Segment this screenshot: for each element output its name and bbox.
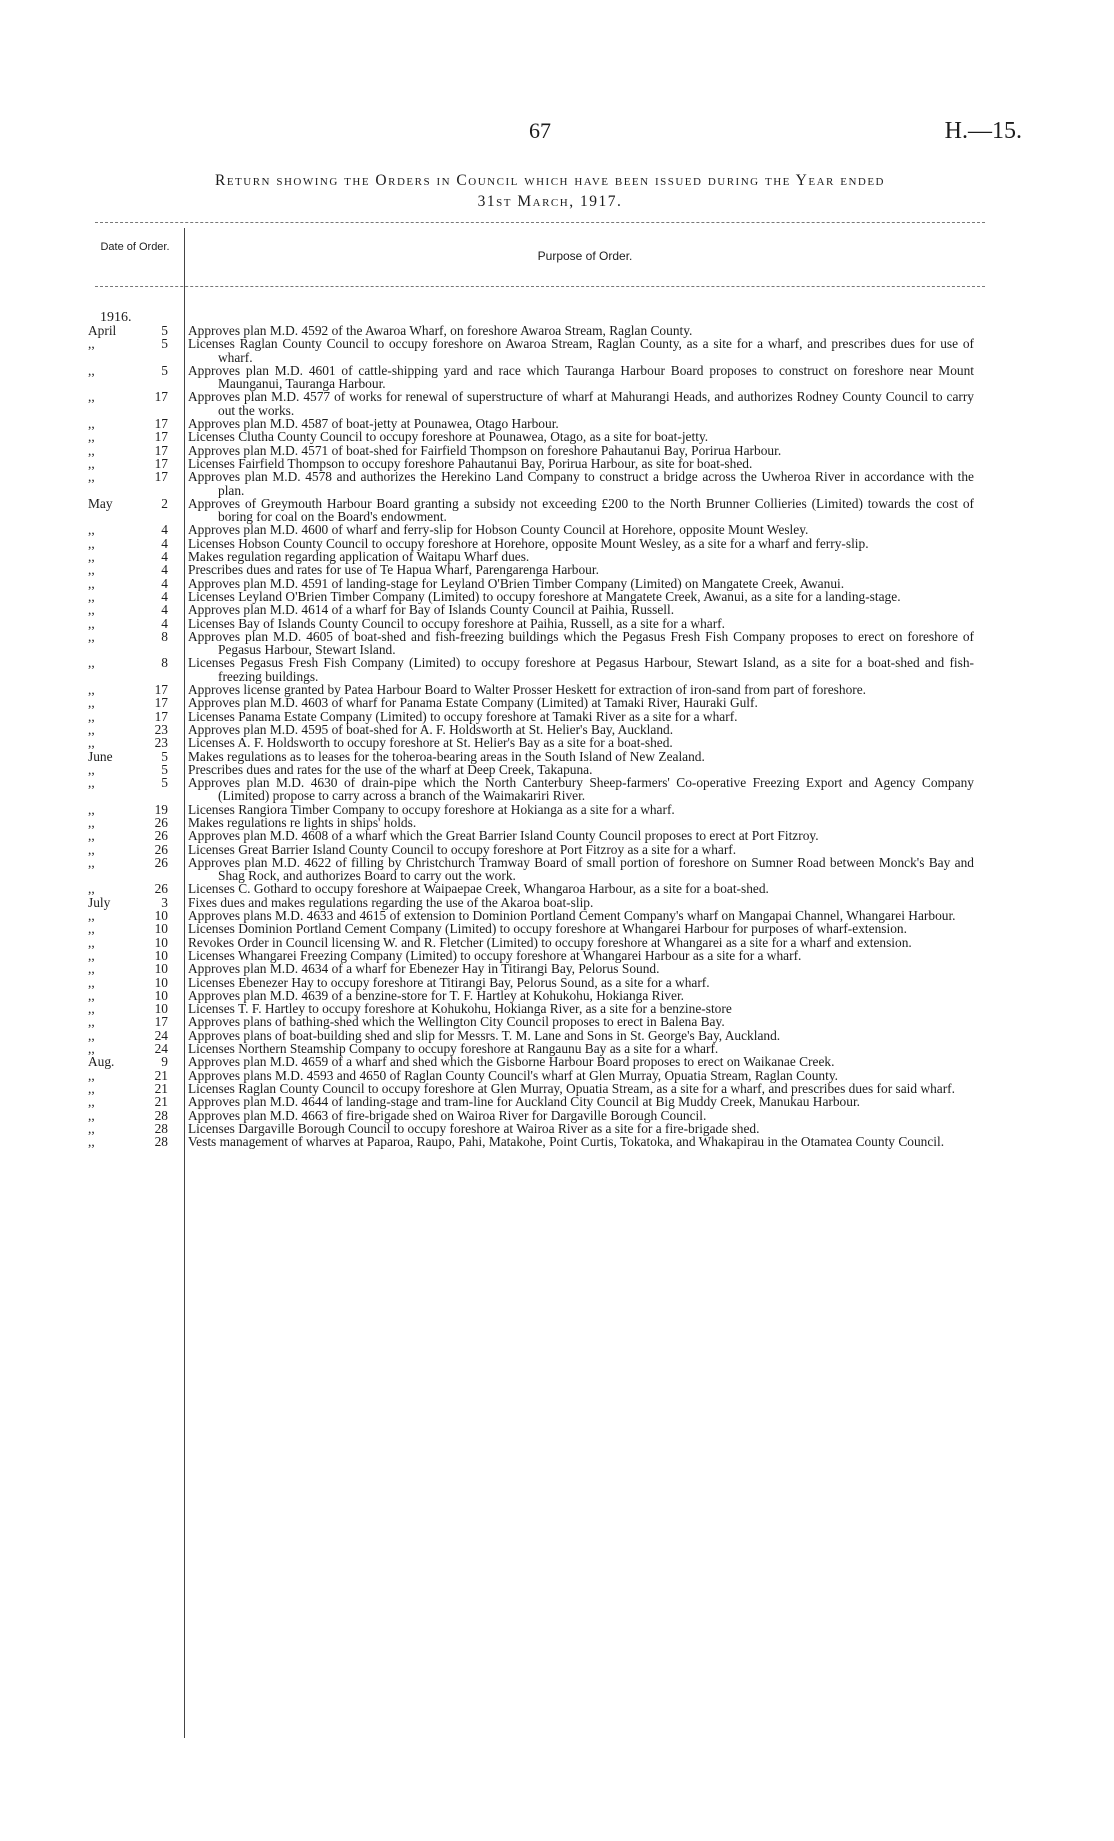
- order-day: 4: [161, 535, 168, 551]
- order-day: 10: [154, 947, 168, 963]
- table-row: [0, 1109, 1114, 1122]
- table-row: [0, 444, 1114, 457]
- order-day: 26: [154, 881, 168, 897]
- table-row: [0, 457, 1114, 470]
- order-month: ,,: [88, 602, 95, 618]
- table-row: [0, 816, 1114, 829]
- order-purpose: [174, 856, 974, 883]
- order-month: ,,: [88, 854, 95, 870]
- order-purpose: [174, 1122, 974, 1135]
- order-purpose: [174, 617, 974, 630]
- order-purpose-text: Approves plans of boat-building shed and slip for Messrs. T. M. Lane and Sons in St. George's Bay, Auckland.: [188, 1027, 781, 1043]
- order-purpose: [174, 803, 974, 816]
- order-purpose: [174, 523, 974, 536]
- table-row: [0, 324, 1114, 337]
- order-purpose: [174, 976, 974, 989]
- order-day: 5: [161, 362, 168, 378]
- order-purpose-text: Licenses Pegasus Fresh Fish Company (Limited) to occupy foreshore at Pegasus Harbour, Stewart Island, as a site for a boat-shed and fish-freezing buildings.: [188, 655, 974, 684]
- order-purpose-text: Approves plan M.D. 4630 of drain-pipe which the North Canterbury Sheep-farmers' Co-operative Freezing Export and Agency Company (Limited) propose to carry across a branch of the Waimakariri River.: [188, 775, 974, 804]
- column-header-purpose: Purpose of Order.: [537, 249, 633, 263]
- table-row: [0, 1042, 1114, 1055]
- order-purpose-text: Licenses Dargaville Borough Council to occupy foreshore at Wairoa River as a site for a fire-brigade shed.: [188, 1120, 760, 1136]
- order-purpose: [174, 337, 974, 364]
- order-purpose: [174, 417, 974, 430]
- order-purpose: [174, 723, 974, 736]
- order-purpose-text: Licenses Rangiora Timber Company to occupy foreshore at Hokianga as a site for a wharf.: [188, 801, 675, 817]
- order-month: Aug.: [88, 1054, 115, 1070]
- order-month: ,,: [88, 908, 95, 924]
- order-purpose: [174, 1042, 974, 1055]
- order-day: 8: [161, 655, 168, 671]
- table-row: [0, 617, 1114, 630]
- table-row: [0, 430, 1114, 443]
- order-month: ,,: [88, 801, 95, 817]
- order-day: 4: [161, 602, 168, 618]
- order-purpose-text: Licenses A. F. Holdsworth to occupy foreshore at St. Helier's Bay as a site for a boat-shed.: [188, 735, 673, 751]
- order-purpose-text: Approves plan M.D. 4600 of wharf and ferry-slip for Hobson County Council at Horehore, opposite Mount Wesley.: [188, 522, 809, 538]
- order-day: 28: [154, 1134, 168, 1150]
- order-day: 17: [154, 682, 168, 698]
- order-month: ,,: [88, 987, 95, 1003]
- order-day: 3: [161, 894, 168, 910]
- title-line-1: Return showing the Orders in Council which have been issued during the Year ended: [214, 172, 885, 189]
- order-purpose: [174, 390, 974, 417]
- order-month: ,,: [88, 389, 95, 405]
- order-day: 10: [154, 934, 168, 950]
- order-purpose: [174, 882, 974, 895]
- table-row: [0, 856, 1114, 883]
- order-day: 4: [161, 549, 168, 565]
- table-row: [0, 696, 1114, 709]
- table-row: [0, 803, 1114, 816]
- order-month: ,,: [88, 655, 95, 671]
- order-purpose-text: Approves plan M.D. 4622 of filling by Christchurch Tramway Board of small portion of foreshore on Sumner Road between Monck's Bay and Shag Rock, and authorizes Board to carry out the work.: [188, 854, 974, 884]
- order-month: ,,: [88, 588, 95, 604]
- order-purpose-text: Approves plan M.D. 4644 of landing-stage and tram-line for Auckland City Council at Big Muddy Creek, Manukau Harbour.: [188, 1094, 861, 1110]
- order-purpose-text: Approves plan M.D. 4663 of fire-brigade shed on Wairoa River for Dargaville Borough Council.: [188, 1107, 707, 1123]
- order-purpose: [174, 962, 974, 975]
- order-month: ,,: [88, 1094, 95, 1110]
- order-purpose-text: Approves plan M.D. 4603 of wharf for Panama Estate Company (Limited) at Tamaki River, Hauraki Gulf.: [188, 695, 758, 711]
- table-row: [0, 750, 1114, 763]
- order-month: ,,: [88, 535, 95, 551]
- order-purpose: [174, 563, 974, 576]
- table-row: [0, 962, 1114, 975]
- order-purpose: [174, 430, 974, 443]
- order-month: ,,: [88, 974, 95, 990]
- order-month: ,,: [88, 695, 95, 711]
- title-line-2: 31st March, 1917.: [477, 193, 623, 210]
- table-row: [0, 590, 1114, 603]
- order-purpose-text: Licenses Leyland O'Brien Timber Company (Limited) to occupy foreshore at Mangatete Creek, Awanui, as a site for a landing-stage.: [188, 588, 901, 604]
- order-purpose: [174, 989, 974, 1002]
- order-day: 26: [154, 814, 168, 830]
- table-row: [0, 1069, 1114, 1082]
- order-purpose: [174, 736, 974, 749]
- order-day: 5: [161, 336, 168, 352]
- order-purpose: [174, 896, 974, 909]
- order-month: ,,: [88, 841, 95, 857]
- table-row: [0, 896, 1114, 909]
- order-month: April: [88, 323, 117, 338]
- table-row: [0, 537, 1114, 550]
- order-purpose-text: Approves plan M.D. 4571 of boat-shed for Fairfield Thompson on foreshore Pahautanui Bay, Porirua Harbour.: [188, 442, 782, 458]
- order-purpose: [174, 816, 974, 829]
- order-purpose-text: Prescribes dues and rates for use of Te Hapua Wharf, Parengarenga Harbour.: [188, 562, 599, 578]
- order-day: 10: [154, 974, 168, 990]
- order-month: ,,: [88, 362, 95, 378]
- order-day: 4: [161, 588, 168, 604]
- order-purpose: [174, 829, 974, 842]
- order-purpose-text: Approves plans of bathing-shed which the Wellington City Council proposes to erect in Balena Bay.: [188, 1014, 725, 1030]
- table-row: [0, 337, 1114, 364]
- order-month: ,,: [88, 881, 95, 897]
- order-purpose-text: Approves plan M.D. 4605 of boat-shed and fish-freezing buildings which the Pegasus Fresh Fish Company proposes to erect on foreshore of Pegasus Harbour, Stewart Island.: [188, 628, 974, 658]
- order-month: ,,: [88, 775, 95, 791]
- order-day: 21: [154, 1094, 168, 1110]
- order-day: 28: [154, 1120, 168, 1136]
- order-purpose-text: Licenses C. Gothard to occupy foreshore at Waipaepae Creek, Whangaroa Harbour, as a site for a boat-shed.: [188, 881, 769, 897]
- order-month: June: [88, 748, 113, 764]
- order-purpose-text: Approves plan M.D. 4639 of a benzine-store for T. F. Hartley at Kohukohu, Hokianga River.: [188, 987, 685, 1003]
- order-purpose-text: Licenses Dominion Portland Cement Company (Limited) to occupy foreshore at Whangarei Harbour for purposes of wharf-extension.: [188, 921, 907, 937]
- order-purpose-text: Vests management of wharves at Paparoa, Raupo, Pahi, Matakohe, Point Curtis, Tokatoka, and Whakapirau in the Otamatea County Council.: [188, 1134, 945, 1150]
- order-purpose: [174, 537, 974, 550]
- order-purpose-text: Licenses Raglan County Council to occupy foreshore on Awaroa Stream, Raglan County, as a site for a wharf, and prescribes dues for use of wharf.: [188, 336, 974, 365]
- order-purpose: [174, 1095, 974, 1108]
- order-month: ,,: [88, 429, 95, 445]
- table-row: [0, 577, 1114, 590]
- order-purpose: [174, 630, 974, 657]
- order-day: 10: [154, 1001, 168, 1017]
- order-day: 26: [154, 841, 168, 857]
- order-purpose-text: Licenses Northern Steamship Company to occupy foreshore at Rangaunu Bay as a site for a wharf.: [188, 1041, 719, 1057]
- order-day: 17: [154, 416, 168, 432]
- order-purpose: [174, 1069, 974, 1082]
- order-month: July: [88, 894, 111, 910]
- order-purpose: [174, 656, 974, 683]
- order-purpose: [174, 936, 974, 949]
- order-day: 19: [154, 801, 168, 817]
- year-label: 1916.: [100, 310, 132, 325]
- order-month: ,,: [88, 455, 95, 471]
- order-month: ,,: [88, 549, 95, 565]
- order-purpose-text: Licenses Raglan County Council to occupy foreshore at Glen Murray, Opuatia Stream, as a site for a wharf, and prescribes dues for said wharf.: [188, 1080, 955, 1096]
- order-day: 26: [154, 854, 168, 870]
- order-purpose: [174, 324, 974, 337]
- table-row: [0, 922, 1114, 935]
- order-purpose-text: Approves plan M.D. 4595 of boat-shed for A. F. Holdsworth at St. Helier's Bay, Auckland.: [188, 721, 674, 737]
- order-purpose-text: Approves plan M.D. 4659 of a wharf and shed which the Gisborne Harbour Board proposes to erect on Waikanae Creek.: [188, 1054, 835, 1070]
- table-row: [0, 1135, 1114, 1148]
- order-purpose: [174, 550, 974, 563]
- order-month: ,,: [88, 575, 95, 591]
- order-day: 4: [161, 522, 168, 538]
- order-day: 23: [154, 721, 168, 737]
- table-row: [0, 989, 1114, 1002]
- order-purpose: [174, 1135, 974, 1148]
- order-day: 17: [154, 1014, 168, 1030]
- order-day: 10: [154, 908, 168, 924]
- order-day: 26: [154, 828, 168, 844]
- order-month: ,,: [88, 1014, 95, 1030]
- order-day: 17: [154, 708, 168, 724]
- table-row: [0, 497, 1114, 524]
- order-purpose: [174, 603, 974, 616]
- order-day: 24: [154, 1041, 168, 1057]
- order-purpose-text: Approves plan M.D. 4587 of boat-jetty at Pounawea, Otago Harbour.: [188, 416, 559, 432]
- order-day: 4: [161, 575, 168, 591]
- order-purpose-text: Approves plan M.D. 4592 of the Awaroa Wharf, on foreshore Awaroa Stream, Raglan County.: [188, 323, 693, 338]
- order-purpose-text: Approves license granted by Patea Harbour Board to Walter Prosser Heskett for extraction of iron-sand from part of foreshore.: [188, 682, 867, 698]
- order-day: 8: [161, 628, 168, 644]
- table-row: [0, 364, 1114, 391]
- order-month: ,,: [88, 814, 95, 830]
- order-purpose: [174, 922, 974, 935]
- order-month: ,,: [88, 761, 95, 777]
- order-day: 5: [161, 761, 168, 777]
- order-purpose: [174, 457, 974, 470]
- table-row: [0, 976, 1114, 989]
- order-month: ,,: [88, 522, 95, 538]
- order-day: 9: [161, 1054, 168, 1070]
- order-day: 28: [154, 1107, 168, 1123]
- column-header-date: Date of Order.: [100, 241, 170, 253]
- order-month: ,,: [88, 708, 95, 724]
- order-purpose-text: Approves plan M.D. 4577 of works for renewal of superstructure of wharf at Mahurangi Heads, and authorizes Rodney County Council to carry out the works.: [188, 389, 974, 418]
- order-day: 10: [154, 987, 168, 1003]
- table-row: [0, 710, 1114, 723]
- table-row: [0, 603, 1114, 616]
- table-row: [0, 936, 1114, 949]
- order-purpose: [174, 1055, 974, 1068]
- order-day: 2: [161, 495, 168, 511]
- order-purpose-text: Licenses Ebenezer Hay to occupy foreshore at Titirangi Bay, Pelorus Sound, as a site for a wharf.: [188, 974, 710, 990]
- order-month: ,,: [88, 1041, 95, 1057]
- order-purpose: [174, 444, 974, 457]
- table-row: [0, 1122, 1114, 1135]
- table-row: [0, 683, 1114, 696]
- order-month: ,,: [88, 416, 95, 432]
- order-day: 17: [154, 469, 168, 485]
- table-row: [0, 390, 1114, 417]
- order-purpose: [174, 1029, 974, 1042]
- order-day: 24: [154, 1027, 168, 1043]
- table-row: [0, 736, 1114, 749]
- order-day: 17: [154, 455, 168, 471]
- order-day: 5: [161, 323, 168, 338]
- order-purpose-text: Approves plan M.D. 4608 of a wharf which the Great Barrier Island County Council proposes to erect at Port Fitzroy.: [188, 828, 819, 844]
- order-purpose: [174, 696, 974, 709]
- order-purpose-text: Approves plan M.D. 4578 and authorizes the Herekino Land Company to construct a bridge across the Uwheroa River in accordance with the plan.: [188, 469, 974, 498]
- table-row: [0, 1029, 1114, 1042]
- order-month: ,,: [88, 1120, 95, 1136]
- document-title: [70, 170, 1030, 212]
- table-top-rule: [95, 222, 985, 223]
- order-month: ,,: [88, 1027, 95, 1043]
- document-reference: H.—15.: [944, 118, 1022, 144]
- order-purpose-text: Approves plan M.D. 4634 of a wharf for Ebenezer Hay in Titirangi Bay, Pelorus Sound.: [188, 961, 660, 977]
- order-month: May: [88, 495, 113, 511]
- table-row: [0, 563, 1114, 576]
- order-month: ,,: [88, 1067, 95, 1083]
- order-purpose-text: Makes regulation regarding application of Waitapu Wharf dues.: [188, 549, 530, 565]
- order-day: 4: [161, 615, 168, 631]
- order-purpose-text: Revokes Order in Council licensing W. and R. Fletcher (Limited) to occupy foreshore at Whangarei as a site for a wharf and extension.: [188, 934, 912, 950]
- order-purpose-text: Licenses Clutha County Council to occupy foreshore at Pounawea, Otago, as a site for boat-jetty.: [188, 429, 709, 445]
- order-purpose: [174, 710, 974, 723]
- order-purpose-text: Licenses Hobson County Council to occupy foreshore at Horehore, opposite Mount Wesley, as a site for a wharf and ferry-slip.: [188, 535, 869, 551]
- order-purpose: [174, 364, 974, 391]
- order-purpose-text: Approves of Greymouth Harbour Board granting a subsidy not exceeding £200 to the North Brunner Collieries (Limited) towards the cost of boring for coal on the Board's endowment.: [188, 495, 974, 525]
- order-purpose-text: Approves plan M.D. 4591 of landing-stage for Leyland O'Brien Timber Company (Limited) on Mangatete Creek, Awanui.: [188, 575, 845, 591]
- table-row: [0, 949, 1114, 962]
- order-purpose: [174, 843, 974, 856]
- order-month: ,,: [88, 628, 95, 644]
- table-row: [0, 723, 1114, 736]
- order-purpose-text: Makes regulations as to leases for the toheroa-bearing areas in the South Island of New Zealand.: [188, 748, 705, 764]
- table-row: [0, 1082, 1114, 1095]
- table-row: [0, 1095, 1114, 1108]
- order-purpose: [174, 577, 974, 590]
- order-day: 17: [154, 442, 168, 458]
- order-purpose-text: Fixes dues and makes regulations regarding the use of the Akaroa boat-slip.: [188, 894, 594, 910]
- order-purpose: [174, 1109, 974, 1122]
- order-purpose: [174, 1015, 974, 1028]
- order-purpose-text: Licenses Fairfield Thompson to occupy foreshore Pahautanui Bay, Porirua Harbour, as site for boat-shed.: [188, 455, 753, 471]
- order-purpose: [174, 497, 974, 524]
- table-row: [0, 882, 1114, 895]
- table-row: [0, 550, 1114, 563]
- order-month: ,,: [88, 1080, 95, 1096]
- order-purpose-text: Approves plan M.D. 4614 of a wharf for Bay of Islands County Council at Paihia, Russell.: [188, 602, 675, 618]
- order-month: ,,: [88, 735, 95, 751]
- order-purpose-text: Approves plans M.D. 4633 and 4615 of extension to Dominion Portland Cement Company's wharf on Mangapai Channel, Whangarei Harbour.: [188, 908, 956, 924]
- order-purpose: [174, 750, 974, 763]
- order-month: ,,: [88, 921, 95, 937]
- table-row: [0, 829, 1114, 842]
- order-purpose-text: Licenses Great Barrier Island County Council to occupy foreshore at Port Fitzroy as a site for a wharf.: [188, 841, 737, 857]
- order-day: 17: [154, 695, 168, 711]
- table-row: [0, 417, 1114, 430]
- order-purpose-text: Approves plan M.D. 4601 of cattle-shipping yard and race which Tauranga Harbour Board proposes to construct on foreshore near Mount Maunganui, Tauranga Harbour.: [188, 362, 974, 392]
- table-row: [0, 470, 1114, 497]
- table-row: [0, 763, 1114, 776]
- order-month: ,,: [88, 934, 95, 950]
- table-row: [0, 776, 1114, 803]
- order-purpose-text: Licenses T. F. Hartley to occupy foreshore at Kohukohu, Hokianga River, as a site for a benzine-store: [188, 1001, 732, 1017]
- order-day: 21: [154, 1067, 168, 1083]
- table-row: [0, 843, 1114, 856]
- order-purpose-text: Approves plans M.D. 4593 and 4650 of Raglan County Council's wharf at Glen Murray, Opuatia Stream, Raglan County.: [188, 1067, 839, 1083]
- table-header-rule: [95, 286, 985, 287]
- order-month: ,,: [88, 615, 95, 631]
- orders-table-body: [0, 324, 1114, 1148]
- order-purpose: [174, 470, 974, 497]
- page-number: 67: [529, 118, 551, 143]
- table-row: [0, 630, 1114, 657]
- order-purpose-text: Licenses Whangarei Freezing Company (Limited) to occupy foreshore at Whangarei Harbour as a site for a wharf.: [188, 947, 802, 963]
- order-month: ,,: [88, 1134, 95, 1150]
- order-purpose-text: Licenses Bay of Islands County Council to occupy foreshore at Paihia, Russell, as a site for a wharf.: [188, 615, 725, 631]
- order-month: ,,: [88, 562, 95, 578]
- order-month: ,,: [88, 336, 95, 352]
- order-purpose-text: Licenses Panama Estate Company (Limited) to occupy foreshore at Tamaki River as a site for a wharf.: [188, 708, 738, 724]
- table-row: [0, 1002, 1114, 1015]
- table-row: [0, 523, 1114, 536]
- order-day: 17: [154, 429, 168, 445]
- order-month: ,,: [88, 961, 95, 977]
- table-row: [0, 909, 1114, 922]
- order-month: ,,: [88, 442, 95, 458]
- order-purpose: [174, 590, 974, 603]
- order-purpose: [174, 949, 974, 962]
- order-day: 10: [154, 961, 168, 977]
- order-day: 5: [161, 775, 168, 791]
- order-day: 4: [161, 562, 168, 578]
- order-day: 5: [161, 748, 168, 764]
- order-purpose-text: Prescribes dues and rates for the use of the wharf at Deep Creek, Takapuna.: [188, 761, 593, 777]
- order-purpose: [174, 1002, 974, 1015]
- order-day: 17: [154, 389, 168, 405]
- order-purpose: [174, 1082, 974, 1095]
- order-month: ,,: [88, 1001, 95, 1017]
- order-purpose: [174, 763, 974, 776]
- table-row: [0, 1055, 1114, 1068]
- order-month: ,,: [88, 947, 95, 963]
- order-purpose: [174, 683, 974, 696]
- order-month: ,,: [88, 682, 95, 698]
- order-day: 21: [154, 1080, 168, 1096]
- order-day: 23: [154, 735, 168, 751]
- table-row: [0, 656, 1114, 683]
- order-month: ,,: [88, 828, 95, 844]
- order-purpose-text: Makes regulations re lights in ships' holds.: [188, 814, 417, 830]
- order-purpose: [174, 776, 974, 803]
- order-month: ,,: [88, 721, 95, 737]
- order-month: ,,: [88, 469, 95, 485]
- table-row: [0, 1015, 1114, 1028]
- order-purpose: [174, 909, 974, 922]
- order-month: ,,: [88, 1107, 95, 1123]
- order-day: 10: [154, 921, 168, 937]
